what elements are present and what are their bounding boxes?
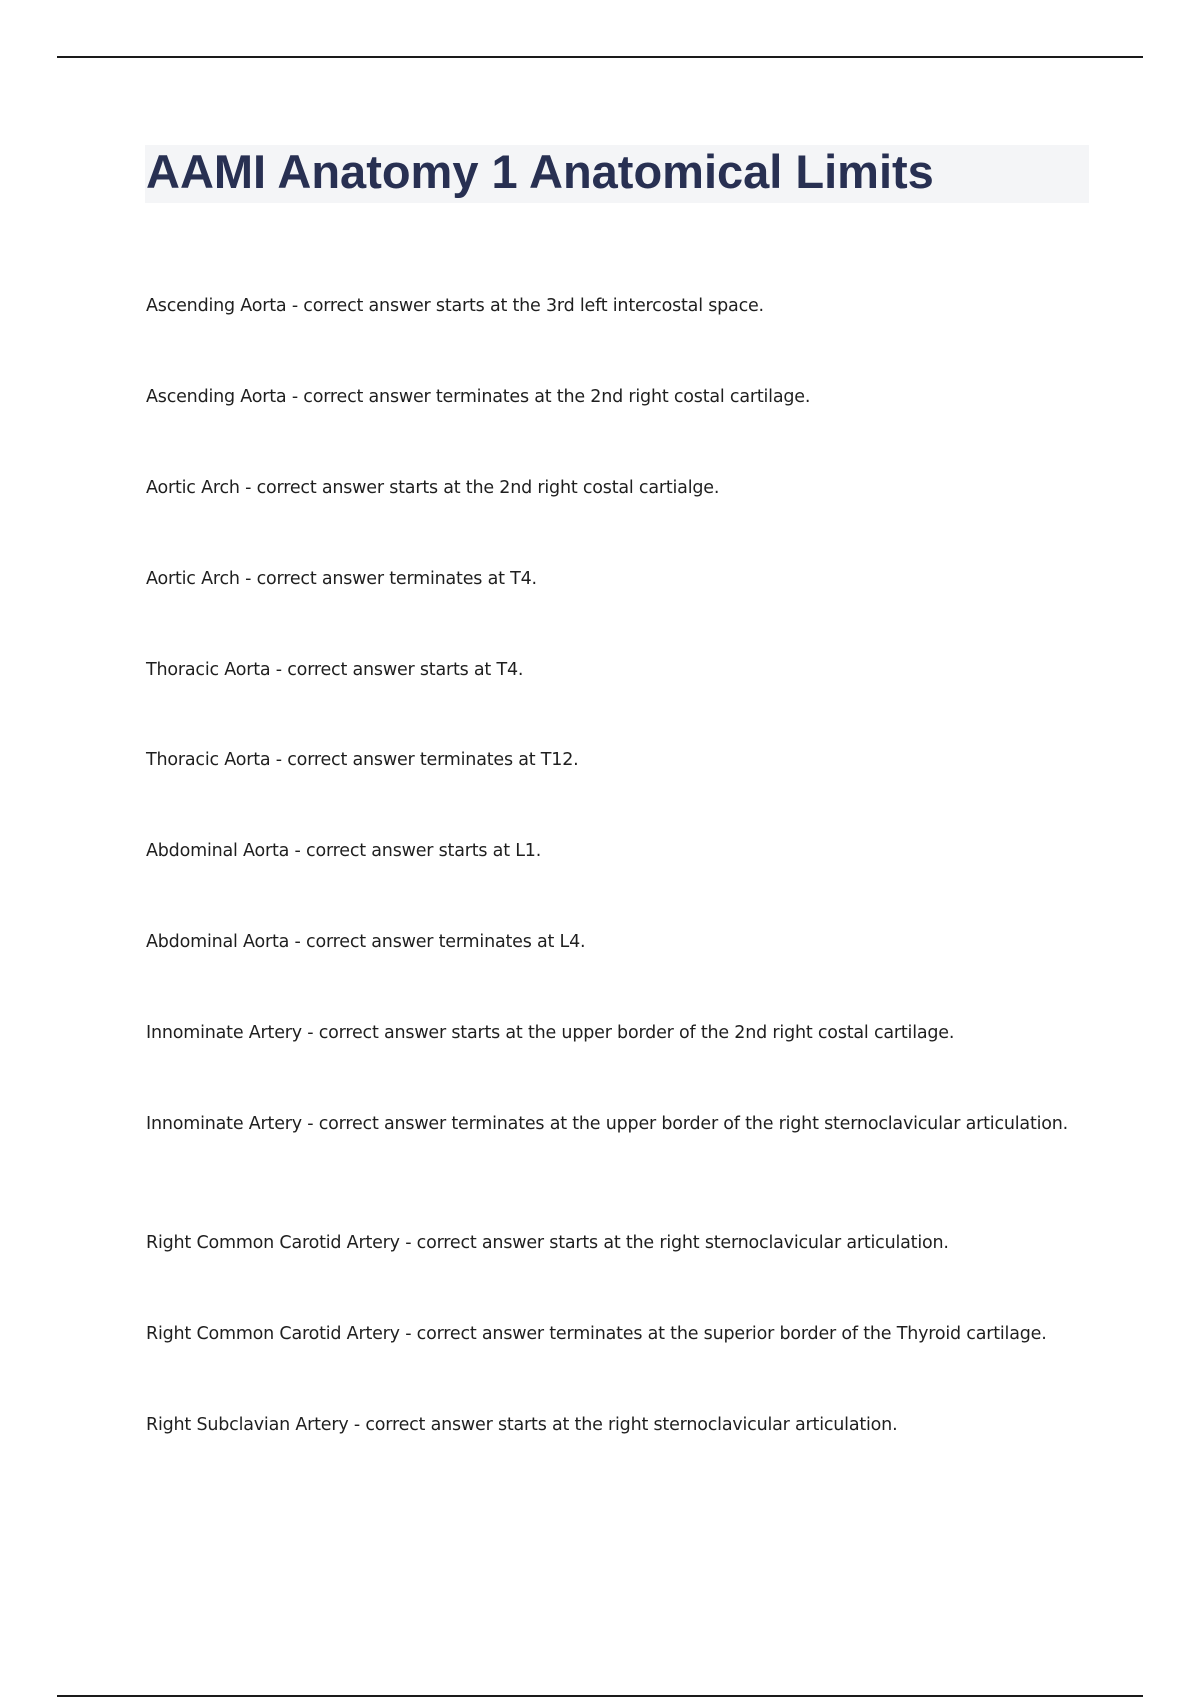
qa-item: Aortic Arch - correct answer starts at the 2nd right costal cartialge.	[146, 478, 720, 498]
header-rule	[57, 56, 1143, 58]
qa-item: Thoracic Aorta - correct answer starts at T4.	[146, 660, 524, 680]
qa-item: Right Common Carotid Artery - correct answer starts at the right sternoclavicular articulation.	[146, 1233, 949, 1253]
document-title: AAMI Anatomy 1 Anatomical Limits	[146, 145, 934, 198]
qa-item: Right Common Carotid Artery - correct answer terminates at the superior border of the Thyroid cartilage.	[146, 1324, 1047, 1344]
qa-item: Ascending Aorta - correct answer starts at the 3rd left intercostal space.	[146, 296, 764, 316]
qa-item: Ascending Aorta - correct answer terminates at the 2nd right costal cartilage.	[146, 387, 811, 407]
qa-item: Innominate Artery - correct answer starts at the upper border of the 2nd right costal cartilage.	[146, 1023, 955, 1043]
qa-item: Right Subclavian Artery - correct answer starts at the right sternoclavicular articulation.	[146, 1415, 898, 1435]
qa-item: Thoracic Aorta - correct answer terminates at T12.	[146, 750, 579, 770]
qa-item: Innominate Artery - correct answer terminates at the upper border of the right sternoclavicular articulation.	[146, 1114, 1069, 1134]
qa-item: Abdominal Aorta - correct answer terminates at L4.	[146, 932, 586, 952]
qa-item: Abdominal Aorta - correct answer starts at L1.	[146, 841, 542, 861]
footer-rule	[57, 1695, 1143, 1697]
qa-item: Aortic Arch - correct answer terminates at T4.	[146, 569, 537, 589]
